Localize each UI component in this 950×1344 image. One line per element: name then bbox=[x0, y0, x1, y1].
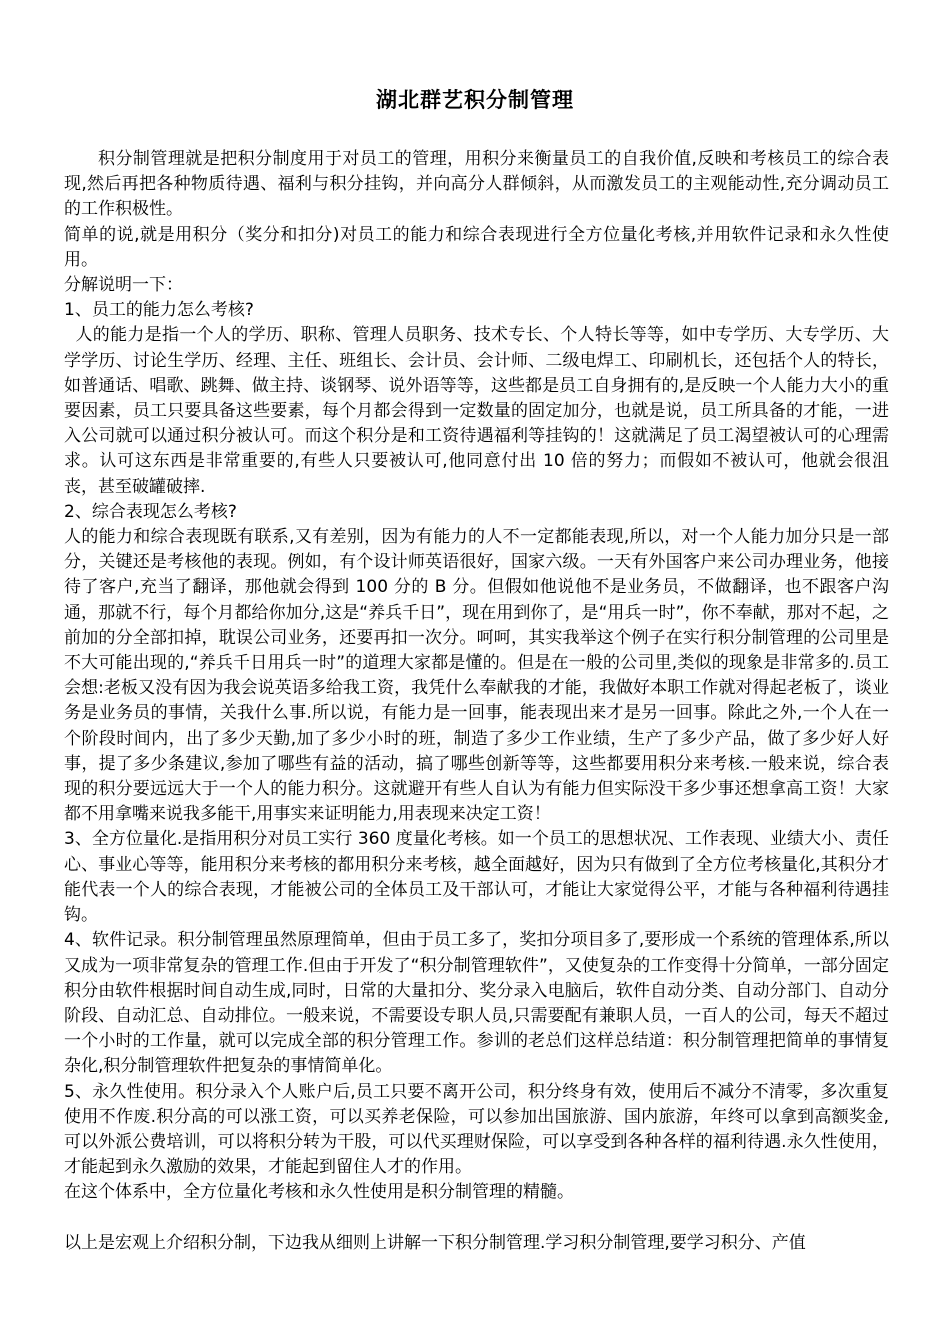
paragraph-spacer bbox=[64, 1206, 889, 1231]
document-title: 湖北群艺积分制管理 bbox=[376, 88, 574, 112]
paragraph-essence: 在这个体系中，全方位量化考核和永久性使用是积分制管理的精髓。 bbox=[64, 1182, 574, 1203]
paragraph-closing: 以上是宏观上介绍积分制，下边我从细则上讲解一下积分制管理.学习积分制管理,要学习积分、产值 bbox=[64, 1232, 806, 1253]
section-3-body: 3、全方位量化.是指用积分对员工实行 360 度量化考核。如一个员工的思想状况、工作表现、业绩大小、责任心、事业心等等，能用积分来考核的都用积分来考核，越全面越好，因为只有做到了全方位考核量化,其积分才能代表一个人的综合表现，才能被公司的全体员工及干部认可，才能让大家觉得公平，才能与各种福利待遇挂钩。 bbox=[64, 829, 889, 926]
document-body bbox=[64, 147, 889, 1256]
section-5-body: 5、永久性使用。积分录入个人账户后,员工只要不离开公司，积分终身有效，使用后不减分不清零，多次重复使用不作废.积分高的可以涨工资，可以买养老保险，可以参加出国旅游、国内旅游，年终可以拿到高额奖金,可以外派公费培训，可以将积分转为干股，可以代买理财保险，可以享受到各种各样的福利待遇.永久性使用，才能起到永久激励的效果，才能起到留住人才的作用。 bbox=[64, 1081, 889, 1178]
paragraph-intro: 积分制管理就是把积分制度用于对员工的管理，用积分来衡量员工的自我价值,反映和考核员工的综合表现,然后再把各种物质待遇、福利与积分挂钩，并向高分人群倾斜，从而激发员工的主观能动性,充分调动员工的工作积极性。 bbox=[64, 149, 889, 220]
paragraph-breakdown-heading: 分解说明一下： bbox=[64, 275, 183, 296]
section-4-body: 4、软件记录。积分制管理虽然原理简单，但由于员工多了，奖扣分项目多了,要形成一个系统的管理体系,所以又成为一项非常复杂的管理工作.但由于开发了“积分制管理软件”，又使复杂的工作变得十分简单，一部分固定积分由软件根据时间自动生成,同时，日常的大量扣分、奖分录入电脑后，软件自动分类、自动分部门、自动分阶段、自动汇总、自动排位。一般来说，不需要设专职人员,只需要配有兼职人员，一百人的公司，每天不超过一个小时的工作量，就可以完成全部的积分管理工作。参训的老总们这样总结道：积分制管理把简单的事情复杂化,积分制管理软件把复杂的事情简单化。 bbox=[64, 930, 889, 1077]
section-1-body: 人的能力是指一个人的学历、职称、管理人员职务、技术专长、个人特长等等，如中专学历、大专学历、大学学历、讨论生学历、经理、主任、班组长、会计员、会计师、二级电焊工、印刷机长，还包括个人的特长，如普通话、唱歌、跳舞、做主持、谈钢琴、说外语等等，这些都是员工自身拥有的,是反映一个人能力大小的重要因素，员工只要具备这些要素，每个月都会得到一定数量的固定加分，也就是说，员工所具备的才能，一进入公司就可以通过积分被认可。而这个积分是和工资待遇福利等挂钩的！这就满足了员工渴望被认可的心理需求。认可这东西是非常重要的,有些人只要被认可,他同意付出 10 倍的努力；而假如不被认可，他就会很沮丧，甚至破罐破摔. bbox=[64, 325, 890, 497]
section-2-body: 人的能力和综合表现既有联系,又有差别，因为有能力的人不一定都能表现,所以，对一个人能力加分只是一部分，关键还是考核他的表现。例如，有个设计师英语很好，国家六级。一天有外国客户来公司办理业务，他接待了客户,充当了翻译，那他就会得到 100 分的 B 分。但假如他说他不是业务员，不做翻译，也不跟客户沟通，那就不行，每个月都给你加分,这是“养兵千日”，现在用到你了，是“用兵一时”，你不奉献，那对不起，之前加的分全部扣掉，耽误公司业务，还要再扣一次分。呵呵，其实我举这个例子在实行积分制管理的公司里是不大可能出现的,“养兵千日用兵一时”的道理大家都是懂的。但是在一般的公司里,类似的现象是非常多的.员工会想:老板又没有因为我会说英语多给我工资，我凭什么奉献我的才能，我做好本职工作就对得起老板了，谈业务是业务员的事情，关我什么事.所以说，有能力是一回事，能表现出来才是另一回事。除此之外,一个人在一个阶段时间内，出了多少天勤,加了多少小时的班，制造了多少工作业绩，生产了多少产品，做了多少好人好事，提了多少条建议,参加了哪些有益的活动，搞了哪些创新等等，这些都要用积分来考核.一般来说，综合表现的积分要远远大于一个人的能力积分。这就避开有些人自认为有能力但实际没干多少事还想拿高工资！大家都不用拿嘴来说我多能干,用事实来证明能力,用表现来决定工资！ bbox=[64, 527, 889, 825]
paragraph-summary: 简单的说,就是用积分（奖分和扣分)对员工的能力和综合表现进行全方位量化考核,并用软件记录和永久性使用。 bbox=[64, 224, 889, 270]
section-1-heading: 1、员工的能力怎么考核? bbox=[64, 300, 254, 321]
section-2-heading: 2、综合表现怎么考核? bbox=[64, 501, 237, 522]
